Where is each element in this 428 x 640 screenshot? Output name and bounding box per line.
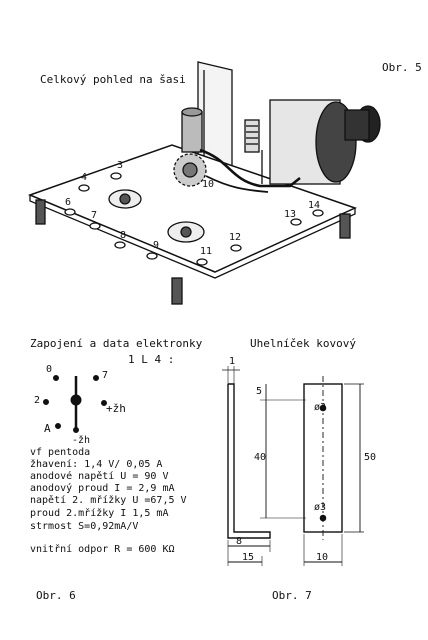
tube-data-line: napětí 2. mřížky U =67,5 V bbox=[30, 495, 187, 506]
tube-data-line: proud 2.mřížky I 1,5 mA bbox=[30, 508, 169, 519]
dim-15: 15 bbox=[242, 552, 255, 563]
dim-1: 1 bbox=[229, 356, 236, 367]
tube-name: 1 L 4 : bbox=[128, 353, 175, 366]
tube-data-line: anodový proud I = 2,9 mA bbox=[30, 483, 175, 494]
callout-8: 8 bbox=[120, 230, 127, 241]
tube-data-line: anodové napětí U = 90 V bbox=[30, 471, 169, 482]
fig7-title: Uhelníček kovový bbox=[250, 337, 356, 350]
dim-10: 10 bbox=[316, 552, 329, 563]
dim-40: 40 bbox=[254, 452, 267, 463]
pin-anode: A bbox=[44, 422, 51, 435]
fig7-label: Obr. 7 bbox=[272, 589, 312, 602]
hole-label-bottom: ø3 bbox=[314, 502, 327, 513]
callout-11: 11 bbox=[200, 246, 213, 257]
pin-minus-heater: -žh bbox=[72, 435, 91, 446]
key-pin bbox=[71, 395, 81, 405]
hole-label-top: ø3 bbox=[314, 402, 327, 413]
callout-4: 4 bbox=[81, 172, 88, 183]
pin-0: 0 bbox=[46, 364, 53, 375]
tube-data-line: žhavení: 1,4 V/ 0,05 A bbox=[30, 459, 163, 470]
callout-10: 10 bbox=[202, 179, 215, 190]
tube-data-line: strmost S=0,92mA/V bbox=[30, 521, 139, 532]
fig5-title: Celkový pohled na šasi bbox=[40, 73, 186, 86]
callout-6: 6 bbox=[65, 197, 72, 208]
callout-12: 12 bbox=[229, 232, 242, 243]
callout-7: 7 bbox=[91, 210, 98, 221]
tube-data-line: vf pentoda bbox=[30, 447, 91, 458]
callout-3: 3 bbox=[117, 160, 124, 171]
callout-9: 9 bbox=[153, 240, 160, 251]
fig6-label: Obr. 6 bbox=[36, 589, 76, 602]
pin-2: 2 bbox=[34, 395, 41, 406]
fig6-title: Zapojení a data elektronky bbox=[30, 337, 203, 350]
pin-7: 7 bbox=[102, 370, 109, 381]
callout-14: 14 bbox=[308, 200, 321, 211]
pin-plus-heater: +žh bbox=[106, 402, 126, 415]
fig5-label: Obr. 5 bbox=[382, 61, 422, 74]
callout-13: 13 bbox=[284, 209, 297, 220]
dim-8: 8 bbox=[236, 536, 243, 547]
dim-50: 50 bbox=[364, 452, 377, 463]
tube-pinout-drawing bbox=[44, 376, 107, 433]
dim-5: 5 bbox=[256, 386, 263, 397]
bracket-drawing bbox=[222, 366, 364, 566]
tube-data-line: vnitřní odpor R = 600 KΩ bbox=[30, 544, 175, 555]
